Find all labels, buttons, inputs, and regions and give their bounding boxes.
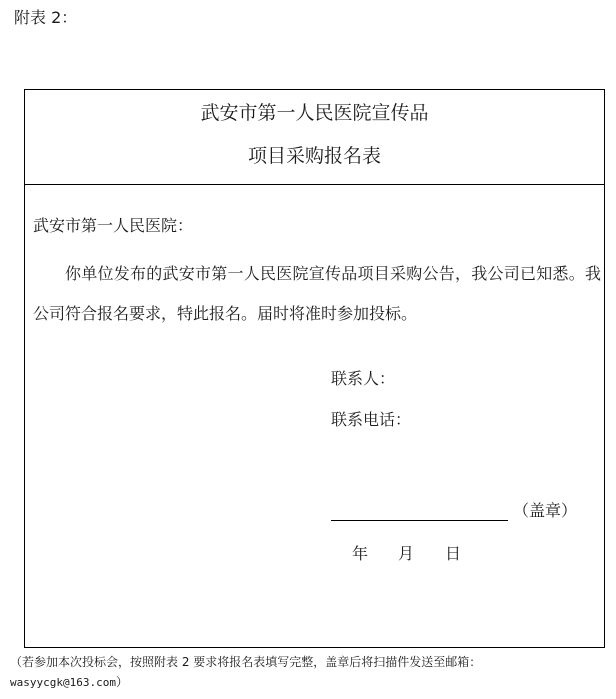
form-title-line2: 项目采购报名表 (247, 145, 381, 167)
signature-line (331, 520, 508, 521)
registration-statement: 你单位发布的武安市第一人民医院宣传品项目采购公告，我公司已知悉。我公司符合报名要求，特此报名。届时将准时参加投标。 (33, 264, 601, 323)
attachment-label: 附表 2： (14, 8, 78, 27)
contact-phone-label: 联系电话： (331, 410, 412, 429)
date-year-label: 年 (352, 544, 369, 563)
footnote-text: （若参加本次投标会，按照附表 2 要求将报名表填写完整，盖章后将扫描件发送至邮箱： (10, 655, 482, 669)
seal-label: （盖章） (513, 501, 578, 520)
footnote-closing: ） (115, 675, 128, 689)
footnote (10, 652, 610, 693)
form-title-line1: 武安市第一人民医院宣传品 (200, 102, 429, 124)
registration-form (24, 89, 605, 648)
date-day-label: 日 (445, 544, 462, 563)
contact-person-label: 联系人： (331, 369, 396, 388)
form-header (25, 90, 604, 185)
footnote-email: wasyycgk@163.com (10, 676, 116, 689)
salutation: 武安市第一人民医院： (33, 216, 194, 235)
date-month-label: 月 (398, 544, 415, 563)
